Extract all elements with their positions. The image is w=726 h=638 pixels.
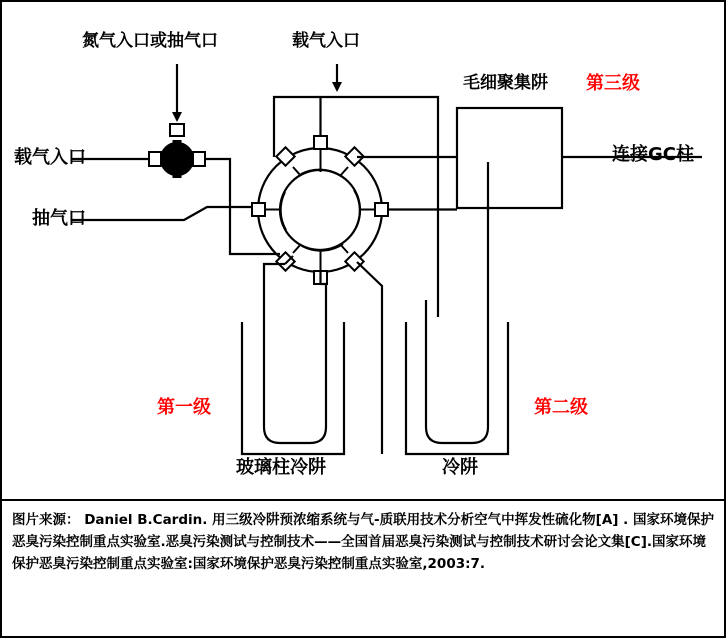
valve-upper-port xyxy=(170,124,184,136)
stage2-dewar xyxy=(406,322,508,454)
line-rotor-to-stage1-right xyxy=(321,284,327,300)
valve-port-left xyxy=(252,203,265,216)
label-connect-gc-column: 连接GC柱 xyxy=(612,144,694,165)
figure-caption: 图片来源： Daniel B.Cardin. 用三级冷阱预浓缩系统与气-质联用技术分析空气中挥发性硫化物[A] . 国家环境保护恶臭污染控制重点实验室.恶臭污染测试与控制技术——全国首届恶臭污染测试与控制技术研讨会论文集[C].国家环境保护恶臭污染控制重点实验室:国家环境保护恶臭污染控制重点实验室,2003:7. xyxy=(2,499,726,582)
stage2-u-tube xyxy=(426,300,488,443)
line-rotor-to-stage1-left xyxy=(264,264,285,300)
line-rotor-to-stage2-a xyxy=(357,262,382,332)
valve-port-top xyxy=(314,136,327,149)
stage1-u-tube xyxy=(264,300,326,443)
valve-right-port xyxy=(193,152,205,166)
label-stage-two: 第二级 xyxy=(534,397,588,418)
label-nitrogen-inlet: 氮气入口或抽气口 xyxy=(82,31,218,51)
valve-inner-circle xyxy=(280,170,360,250)
label-pump-outlet: 抽气口 xyxy=(32,208,86,229)
label-cold-trap: 冷阱 xyxy=(442,457,478,478)
nitrogen-arrowhead xyxy=(172,112,182,122)
carrier-top-arrowhead xyxy=(332,82,342,92)
label-carrier-gas-inlet-left: 载气入口 xyxy=(14,147,86,168)
label-stage-three: 第三级 xyxy=(586,73,640,94)
label-stage-one: 第一级 xyxy=(157,397,211,418)
line-pump-outlet xyxy=(72,207,252,220)
stage1-dewar xyxy=(242,322,344,454)
valve-port-bottom-right xyxy=(345,252,363,270)
label-capillary-trap: 毛细聚集阱 xyxy=(463,73,548,93)
valve-port-right xyxy=(375,203,388,216)
label-glass-column-cold-trap: 玻璃柱冷阱 xyxy=(236,457,326,478)
label-carrier-gas-inlet-top: 载气入口 xyxy=(292,31,360,51)
capillary-trap-box xyxy=(457,108,562,208)
valve-left-port xyxy=(149,152,161,166)
